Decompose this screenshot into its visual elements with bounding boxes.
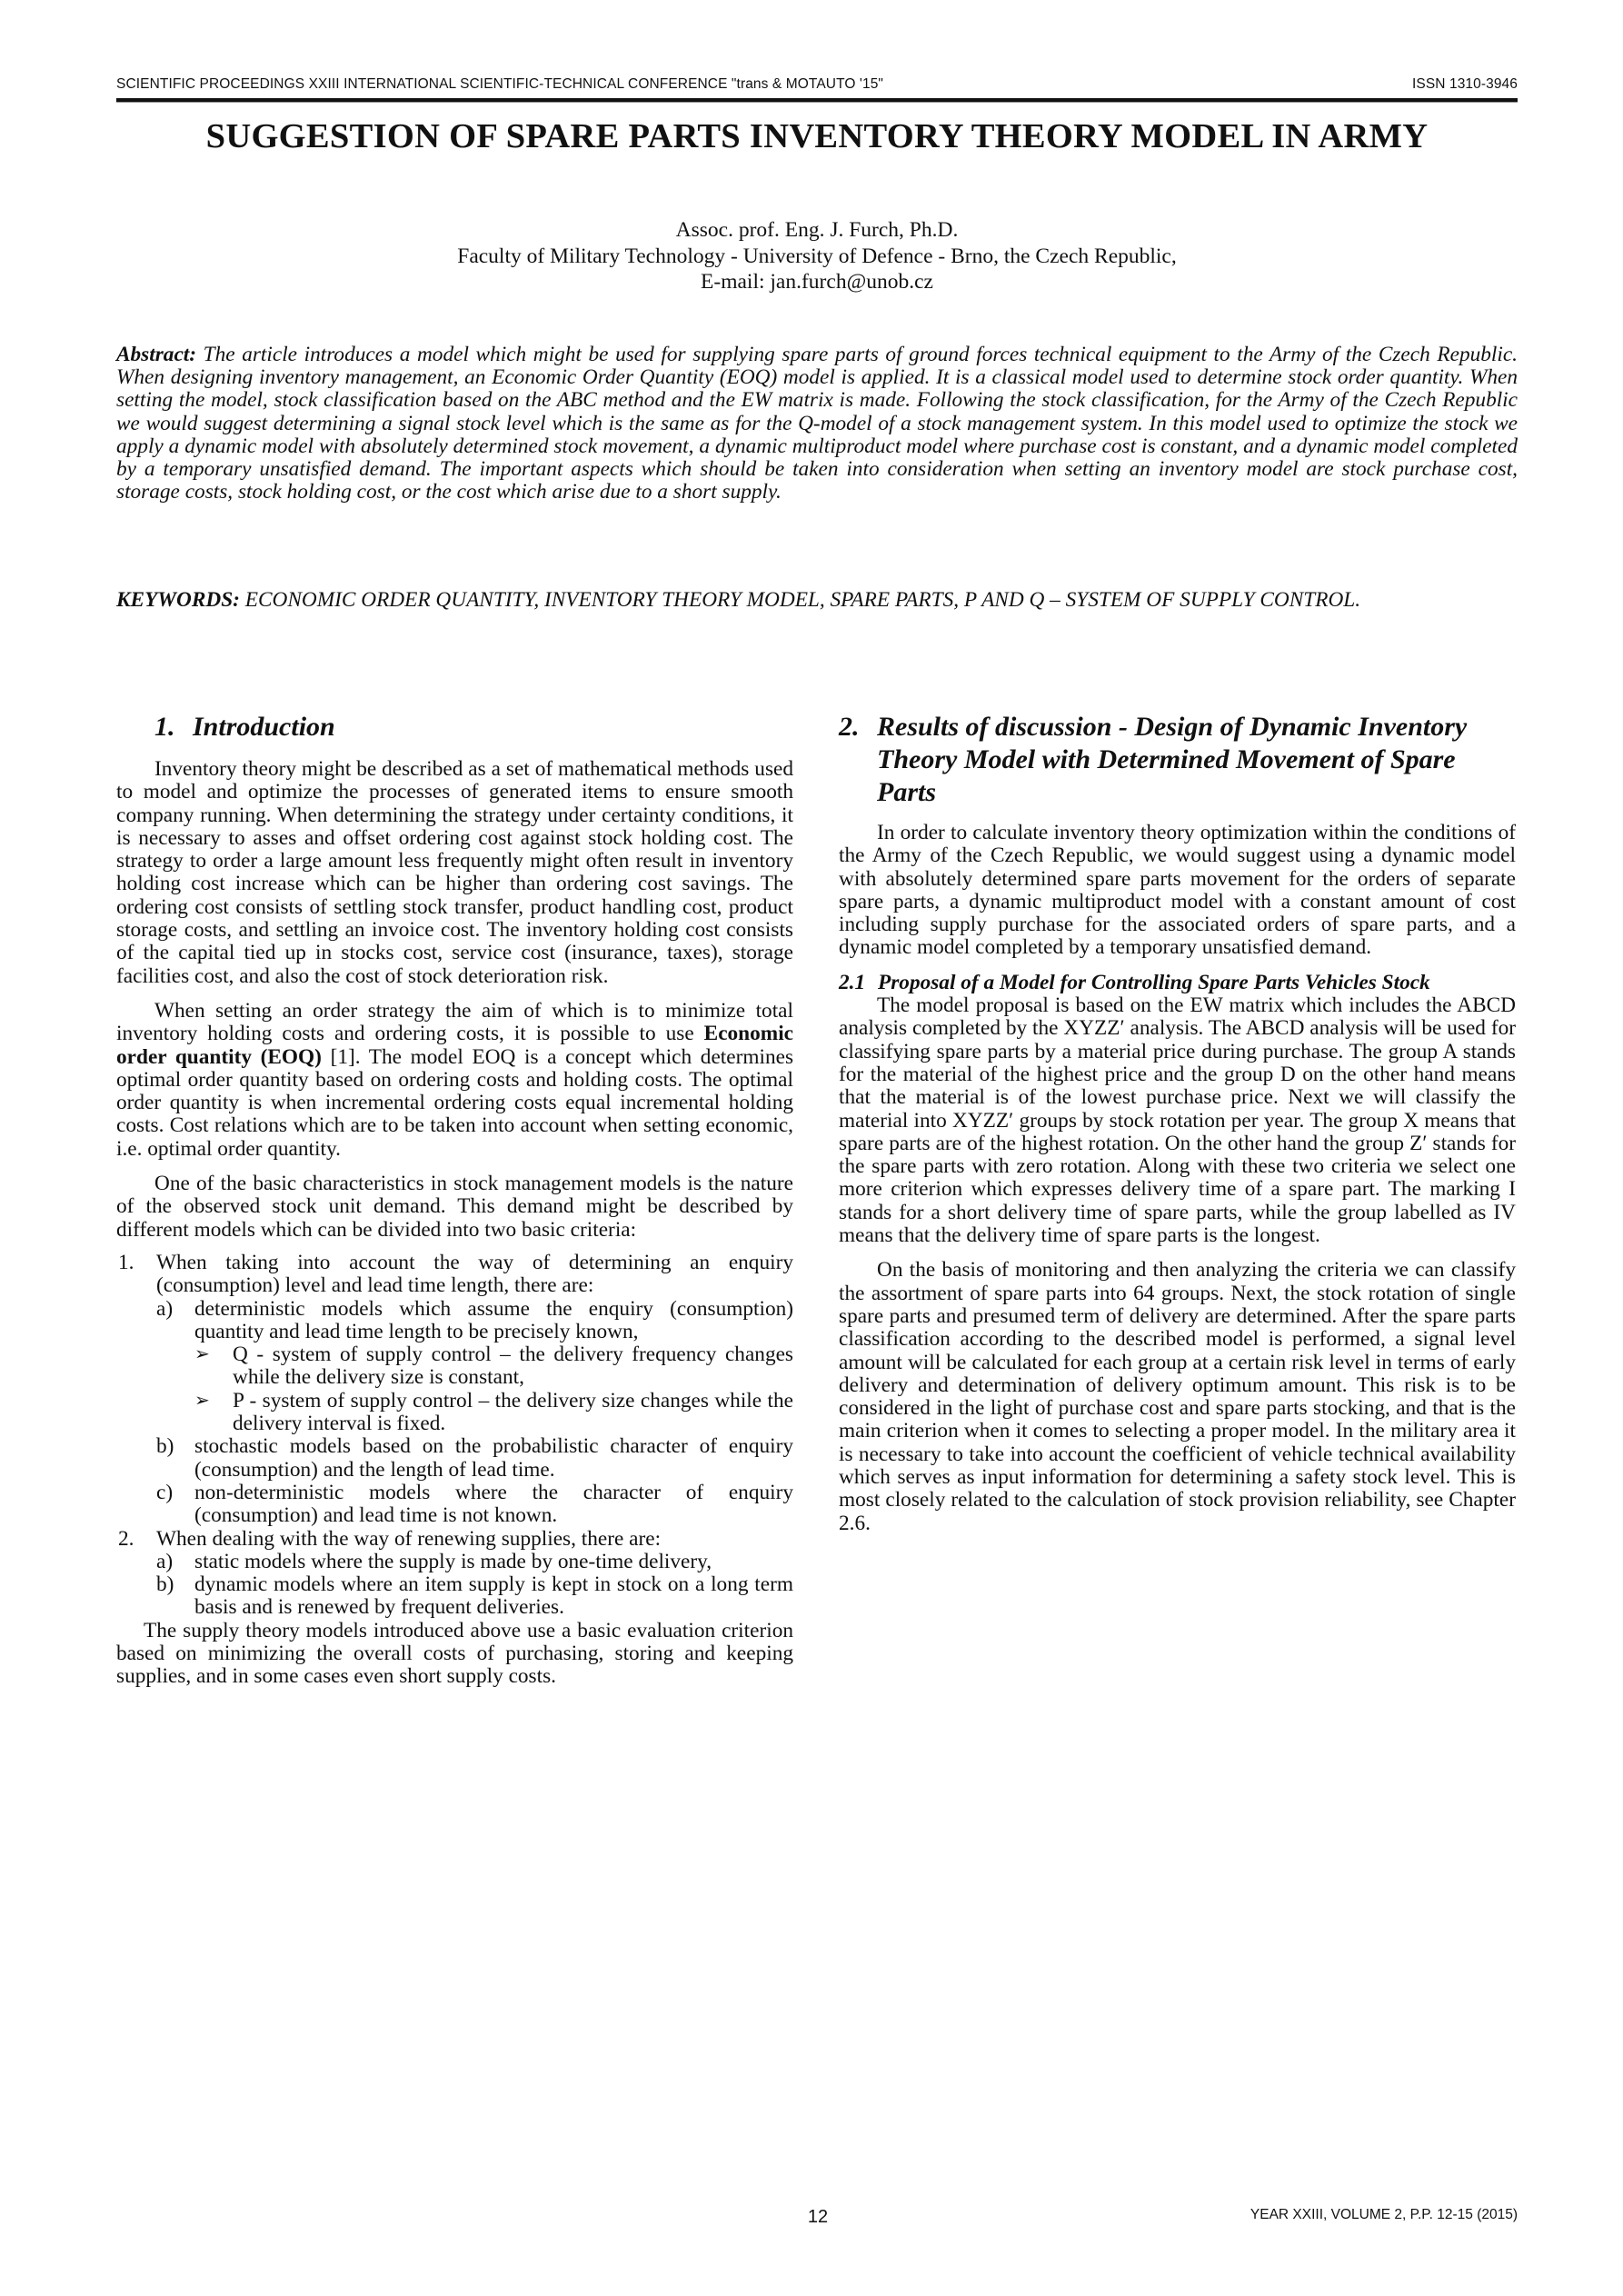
list-item-text: Q - system of supply control – the delivery frequency changes while the delivery size is constant, bbox=[233, 1343, 793, 1390]
intro-paragraph-1: Inventory theory might be described as a set of mathematical methods used to model and optimize the processes of generated items to ensure smooth company running. When determining the strategy under certainty conditions, it is necessary to asses and offset ordering cost against stock holding cost. The strategy to order a large amount less frequently might often result in inventory holding cost increase which can be higher than ordering cost savings. The ordering cost consists of settling stock transfer, product handling cost, product storage costs, and settling an invoice cost. The inventory holding cost consists of the capital tied up in stocks cost, service cost (insurance, taxes), storage facilities cost, and also the cost of stock deterioration risk. bbox=[116, 757, 793, 988]
results-paragraph-2: The model proposal is based on the EW matrix which includes the ABCD analysis completed by the XYZZ′ analysis. The ABCD analysis will be used for classifying spare parts by a material price during purchase. The group A stands for the material of the highest price and the group D on the other hand means that the material is of the lowest purchase price. Next we will classify the material into XYZZ′ groups by stock rotation per year. The group X means that spare parts are of the highest rotation. On the other hand the group Z′ stands for the spare parts with zero rotation. Along with these two criteria we select one more criterion which expresses delivery time of a spare part. The marking I stands for a short delivery time of spare parts, while the group labelled as IV means that the delivery time of spare parts is the longest. bbox=[839, 993, 1516, 1248]
abstract-text: The article introduces a model which might be used for supplying spare parts of ground forces technical equipment to the Army of the Czech Republic. When designing inventory management, an Economic Order Quantity (EOQ) model is applied. It is a classical model used to determine stock order quantity. When setting the model, stock classification based on the ABC method and the EW matrix is made. Following the stock classification, for the Army of the Czech Republic we would suggest determining a signal stock level which is the same as for the Q-model of a stock management system. In this model used to optimize the stock we apply a dynamic model with absolutely determined stock movement, a dynamic multiproduct model where purchase cost is constant, and a dynamic model completed by a temporary unsatisfied demand. The important aspects which should be taken into consideration when setting an inventory model are stock purchase cost, storage costs, stock holding cost, or the cost which arise due to a short supply. bbox=[116, 343, 1518, 504]
list-marker: a) bbox=[156, 1296, 174, 1321]
keywords-label: KEYWORDS: bbox=[116, 588, 240, 612]
list-marker: b) bbox=[156, 1572, 174, 1597]
footer-volume: YEAR XXIII, VOLUME 2, P.P. 12-15 (2015) bbox=[1250, 2207, 1518, 2222]
section-1-title: Introduction bbox=[193, 712, 335, 742]
criteria-list bbox=[116, 1252, 793, 1620]
list-item-text: static models where the supply is made by one-time delivery, bbox=[194, 1549, 712, 1573]
section-2-number: 2. bbox=[839, 712, 860, 742]
list-item-2a bbox=[156, 1551, 793, 1573]
left-column bbox=[116, 711, 793, 1701]
list-item-1 bbox=[116, 1252, 793, 1528]
subsection-2-1-title: Proposal of a Model for Controlling Spare Parts Vehicles Stock bbox=[878, 970, 1430, 994]
section-1-heading bbox=[116, 711, 793, 744]
intro-paragraph-2 bbox=[116, 1000, 793, 1161]
list-bullet-p bbox=[156, 1390, 793, 1436]
author-name: Assoc. prof. Eng. J. Furch, Ph.D. bbox=[675, 218, 959, 242]
right-column bbox=[839, 711, 1516, 1547]
subsection-2-1-number: 2.1 bbox=[839, 970, 866, 994]
author-block bbox=[116, 217, 1518, 295]
list-bullet-q bbox=[156, 1343, 793, 1390]
list-item-text: dynamic models where an item supply is kept in stock on a long term basis and is renewed by frequent deliveries. bbox=[194, 1572, 793, 1620]
list-marker: b) bbox=[156, 1434, 174, 1459]
abstract-label: Abstract: bbox=[116, 343, 197, 366]
list-item-2 bbox=[116, 1528, 793, 1620]
list-item-1b bbox=[156, 1435, 793, 1482]
list-item-1a bbox=[156, 1298, 793, 1344]
keywords-text: ECONOMIC ORDER QUANTITY, INVENTORY THEORY MODEL, SPARE PARTS, P AND Q – SYSTEM OF SUPPLY CONTROL. bbox=[244, 588, 1361, 612]
results-paragraph-3: On the basis of monitoring and then analyzing the criteria we can classify the assortment of spare parts into 64 groups. Next, the stock rotation of single spare parts and presumed term of delivery are determined. After the spare parts classification according to the described model is performed, a signal level amount will be calculated for each group at a certain risk level in terms of early delivery and determination of delivery optimum amount. This risk is to be considered in the light of purchase cost and spare parts stocking, and that is the main criterion when it comes to selecting a proper model. In the military area it is necessary to take into account the coefficient of vehicle technical availability which serves as input information for determining a safety stock level. This is most closely related to the calculation of stock provision reliability, see Chapter 2.6. bbox=[839, 1258, 1516, 1535]
header-rule bbox=[116, 98, 1518, 103]
list-item-2b bbox=[156, 1573, 793, 1620]
running-header bbox=[116, 76, 1518, 93]
list-item-text: stochastic models based on the probabilistic character of enquiry (consumption) and the length of lead time. bbox=[194, 1434, 793, 1482]
arrow-bullet-icon: ➢ bbox=[194, 1344, 210, 1365]
list-marker: 1. bbox=[118, 1250, 134, 1274]
arrow-bullet-icon: ➢ bbox=[194, 1390, 210, 1411]
list-marker: 2. bbox=[118, 1526, 134, 1551]
section-2-title: Results of discussion - Design of Dynamic Inventory Theory Model with Determined Movement of Spare Parts bbox=[877, 712, 1468, 807]
list-item-text: When taking into account the way of determining an enquiry (consumption) level and lead time length, there are: bbox=[156, 1250, 793, 1298]
intro-p2-before: When setting an order strategy the aim of which is to minimize total inventory holding costs and ordering costs, it is possible to use bbox=[116, 998, 793, 1046]
running-header-issn: ISSN 1310-3946 bbox=[1411, 76, 1518, 92]
section-1-number: 1. bbox=[154, 712, 175, 742]
list-item-text: When dealing with the way of renewing supplies, there are: bbox=[156, 1526, 662, 1551]
list-item-1c bbox=[156, 1482, 793, 1528]
list-marker: c) bbox=[156, 1480, 174, 1504]
results-paragraph-1: In order to calculate inventory theory optimization within the conditions of the Army of the Czech Republic, we would suggest using a dynamic model with absolutely determined spare parts movement for the orders of separate spare parts, a dynamic multiproduct model with a constant amount of cost including supply purchase for the associated orders of spare parts, and a dynamic model completed by a temporary unsatisfied demand. bbox=[839, 821, 1516, 960]
intro-paragraph-4: The supply theory models introduced above use a basic evaluation criterion based on minimizing the overall costs of purchasing, storing and keeping supplies, and in some cases even short supply costs. bbox=[116, 1618, 793, 1689]
list-item-text: non-deterministic models where the character of enquiry (consumption) and lead time is not known. bbox=[194, 1480, 793, 1528]
list-item-text: P - system of supply control – the delivery size changes while the delivery interval is fixed. bbox=[233, 1388, 793, 1436]
intro-p2-after: [1]. The model EOQ is a concept which determines optimal order quantity based on ordering costs and holding costs. The optimal order quantity is when incremental ordering costs equal incremental holding costs. Cost relations which are to be taken into account when setting economic, i.e. optimal order quantity. bbox=[116, 1044, 794, 1161]
author-affiliation: Faculty of Military Technology - University of Defence - Brno, the Czech Republic, bbox=[457, 244, 1177, 268]
eoq-term: Economic order quantity (EOQ) bbox=[116, 1022, 794, 1069]
page-number: 12 bbox=[807, 2207, 829, 2227]
list-marker: a) bbox=[156, 1549, 174, 1573]
list-item-text: deterministic models which assume the enquiry (consumption) quantity and lead time length to be precisely known, bbox=[194, 1296, 793, 1343]
abstract bbox=[116, 344, 1518, 504]
subsection-2-1-heading bbox=[839, 972, 1516, 994]
intro-paragraph-3: One of the basic characteristics in stock management models is the nature of the observed stock unit demand. This demand might be described by different models which can be divided into two basic criteria: bbox=[116, 1172, 793, 1242]
author-email: E-mail: jan.furch@unob.cz bbox=[701, 270, 933, 294]
paper-title: SUGGESTION OF SPARE PARTS INVENTORY THEORY MODEL IN ARMY bbox=[205, 117, 1429, 155]
keywords bbox=[116, 589, 1518, 613]
section-2-heading bbox=[839, 711, 1516, 809]
running-header-left: SCIENTIFIC PROCEEDINGS XXIII INTERNATIONAL SCIENTIFIC-TECHNICAL CONFERENCE "trans & MOTAUTO '15" bbox=[116, 76, 884, 92]
